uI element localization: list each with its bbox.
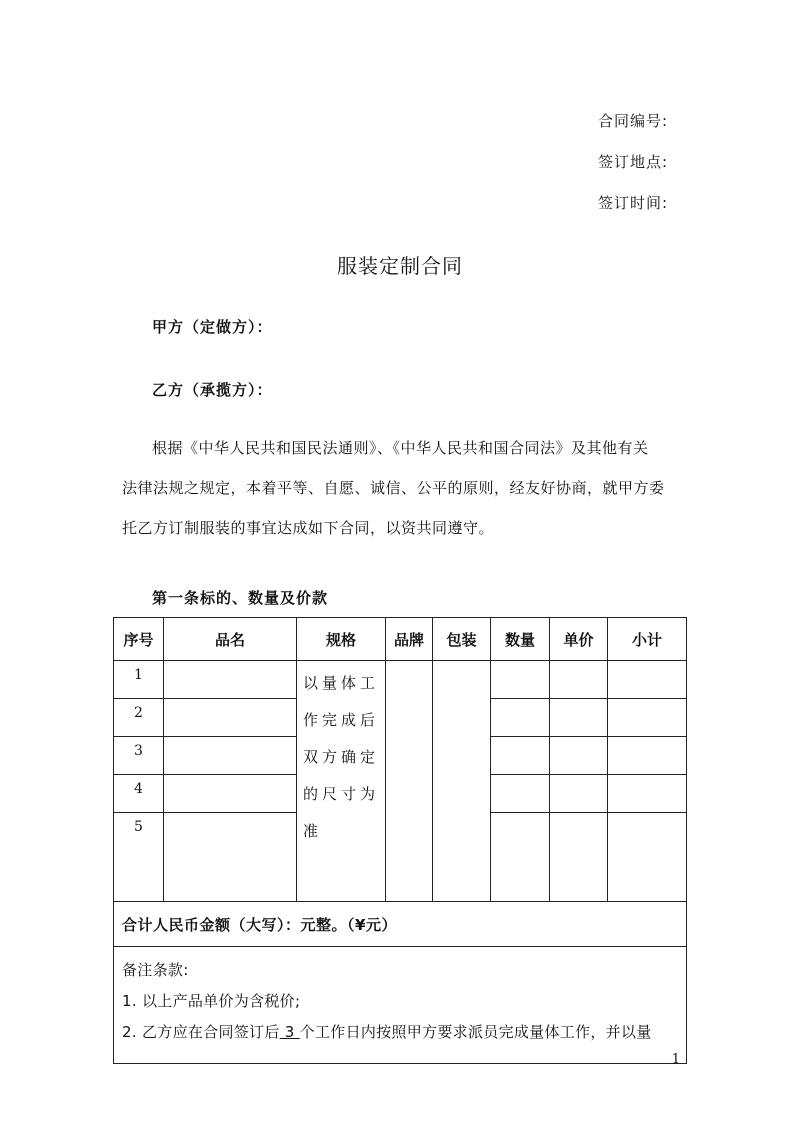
table-header-row — [114, 618, 687, 661]
subtotal-cell[interactable] — [608, 813, 687, 902]
intro-line-1: 根据《中华人民共和国民法通则》、《中华人民共和国合同法》及其他有关 — [152, 439, 649, 457]
notes-title: 备注条款: — [122, 961, 189, 979]
note-2 — [122, 1017, 686, 1048]
unit-price-cell[interactable] — [550, 661, 608, 699]
intro-line-2: 法律法规之规定，本着平等、自愿、诚信、公平的原则，经友好协商，就甲方委 — [122, 479, 665, 497]
product-cell[interactable] — [164, 661, 297, 699]
quantity-cell[interactable] — [491, 737, 550, 775]
note-2-prefix: 2. 乙方应在合同签订后 — [122, 1023, 280, 1041]
col-header-unit-price: 单价 — [550, 618, 608, 661]
subtotal-cell[interactable] — [608, 699, 687, 737]
subtotal-cell[interactable] — [608, 775, 687, 813]
total-amount: 合计人民币金额（大写）：元整。（¥元） — [114, 902, 687, 947]
intro-paragraph — [122, 428, 688, 548]
row-index: 4 — [114, 775, 164, 813]
signing-time-label: 签订时间: — [597, 194, 668, 212]
subtotal-cell[interactable] — [608, 661, 687, 699]
col-header-index: 序号 — [114, 618, 164, 661]
signing-place-label: 签订地点: — [597, 153, 668, 171]
unit-price-cell[interactable] — [550, 775, 608, 813]
quantity-cell[interactable] — [491, 661, 550, 699]
party-b-label: 乙方（承揽方）： — [152, 381, 273, 399]
row-index: 3 — [114, 737, 164, 775]
product-cell[interactable] — [164, 699, 297, 737]
goods-table — [113, 617, 687, 1064]
col-header-subtotal: 小计 — [608, 618, 687, 661]
product-cell[interactable] — [164, 813, 297, 902]
contract-number-label: 合同编号: — [597, 112, 668, 130]
product-cell[interactable] — [164, 737, 297, 775]
unit-price-cell[interactable] — [550, 699, 608, 737]
notes-cell — [114, 947, 687, 1064]
unit-price-cell[interactable] — [550, 737, 608, 775]
brand-cell[interactable] — [386, 661, 433, 902]
col-header-package: 包装 — [433, 618, 491, 661]
row-index: 2 — [114, 699, 164, 737]
package-cell[interactable] — [433, 661, 491, 902]
spec-note-cell: 以量体工作完成后双方确定的尺寸为准 — [297, 661, 386, 902]
quantity-cell[interactable] — [491, 813, 550, 902]
subtotal-cell[interactable] — [608, 737, 687, 775]
row-index: 1 — [114, 661, 164, 699]
notes-row — [114, 947, 687, 1064]
note-2-suffix: 个工作日内按照甲方要求派员完成量体工作，并以量 — [299, 1023, 652, 1041]
document-title: 服装定制合同 — [337, 254, 463, 278]
note-1: 1. 以上产品单价为含税价; — [122, 992, 301, 1010]
section-1-title: 第一条标的、数量及价款 — [152, 589, 329, 607]
note-2-days: 3 — [279, 1023, 300, 1041]
quantity-cell[interactable] — [491, 775, 550, 813]
page-number: 1 — [671, 1052, 680, 1067]
intro-line-3: 托乙方订制服装的事宜达成如下合同，以资共同遵守。 — [122, 519, 495, 537]
table-row — [114, 661, 687, 699]
product-cell[interactable] — [164, 775, 297, 813]
party-a-label: 甲方（定做方）： — [152, 318, 273, 336]
quantity-cell[interactable] — [491, 699, 550, 737]
col-header-spec: 规格 — [297, 618, 386, 661]
col-header-brand: 品牌 — [386, 618, 433, 661]
row-index: 5 — [114, 813, 164, 902]
total-row — [114, 902, 687, 947]
unit-price-cell[interactable] — [550, 813, 608, 902]
col-header-quantity: 数量 — [491, 618, 550, 661]
col-header-product: 品名 — [164, 618, 297, 661]
